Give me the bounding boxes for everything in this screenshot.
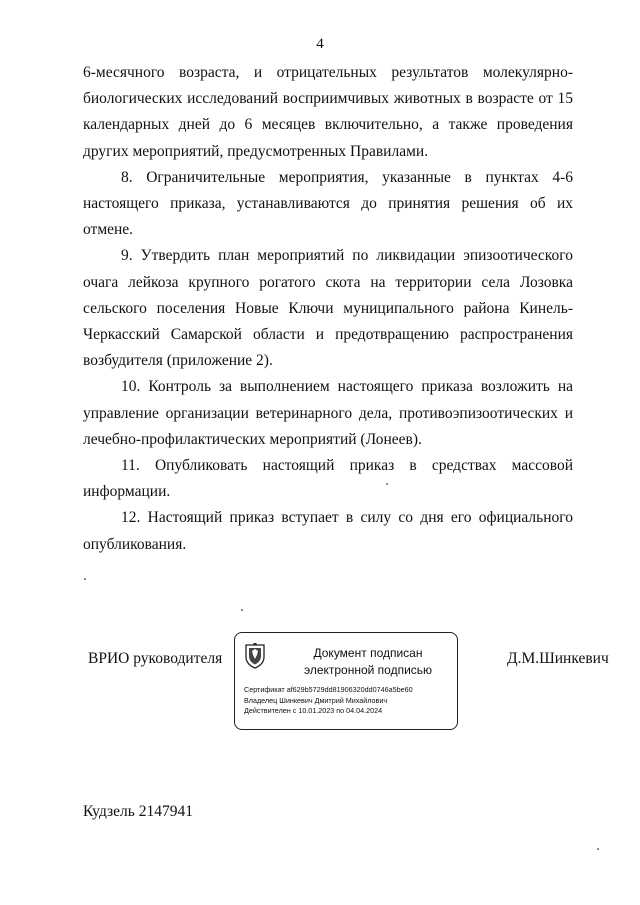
stamp-owner: Владелец Шинкевич Дмитрий Михайлович [244, 695, 388, 705]
scan-speck [84, 578, 86, 580]
stamp-title-line-2: электронной подписью [303, 663, 433, 677]
coat-of-arms-icon [244, 643, 266, 669]
paragraph-item-11: 11. Опубликовать настоящий приказ в средствах массовой информации. [83, 457, 573, 501]
signatory-name: Д.М.Шинкевич [507, 650, 609, 667]
scan-speck [386, 483, 388, 485]
document-body [83, 60, 573, 558]
paragraph-item-8: 8. Ограничительные мероприятия, указанные в пунктах 4-6 настоящего приказа, устанавливаются до принятия решения об их отмене. [83, 168, 573, 239]
paragraph-continuation: 6-месячного возраста, и отрицательных результатов молекулярно-биологических исследований восприимчивых животных в возрасте от 15 календарных дней до 6 месяцев включительно, а также проведения других мероприятий, предусмотренных Правилами. [83, 64, 573, 160]
stamp-certificate: Сертификат af629b5729dd81906320dd0746a5be60 [244, 685, 413, 694]
stamp-details [244, 685, 413, 717]
paragraph-item-9: 9. Утвердить план мероприятий по ликвидации эпизоотического очага лейкоза крупного рогатого скота на территории села Лозовка сельского поселения Новые Ключи муниципального района Кинель-Черкасский Самарской области и предотвращению распространения возбудителя (приложение 2). [83, 247, 573, 370]
page-number: 4 [316, 36, 324, 52]
electronic-signature-stamp [234, 632, 458, 730]
stamp-title [283, 645, 453, 679]
paragraph-item-10: 10. Контроль за выполнением настоящего приказа возложить на управление организации ветеринарного дела, противоэпизоотических и лечебно-профилактических мероприятий (Лонеев). [83, 378, 573, 448]
paragraph-item-12: 12. Настоящий приказ вступает в силу со дня его официального опубликования. [83, 509, 573, 553]
scan-speck [597, 848, 599, 850]
scan-speck [241, 609, 243, 611]
stamp-validity: Действителен с 10.01.2023 по 04.04.2024 [244, 706, 383, 715]
executor-note: Кудзель 2147941 [83, 803, 193, 820]
stamp-title-line-1: Документ подписан [313, 646, 423, 660]
signatory-position: ВРИО руководителя [88, 650, 223, 667]
